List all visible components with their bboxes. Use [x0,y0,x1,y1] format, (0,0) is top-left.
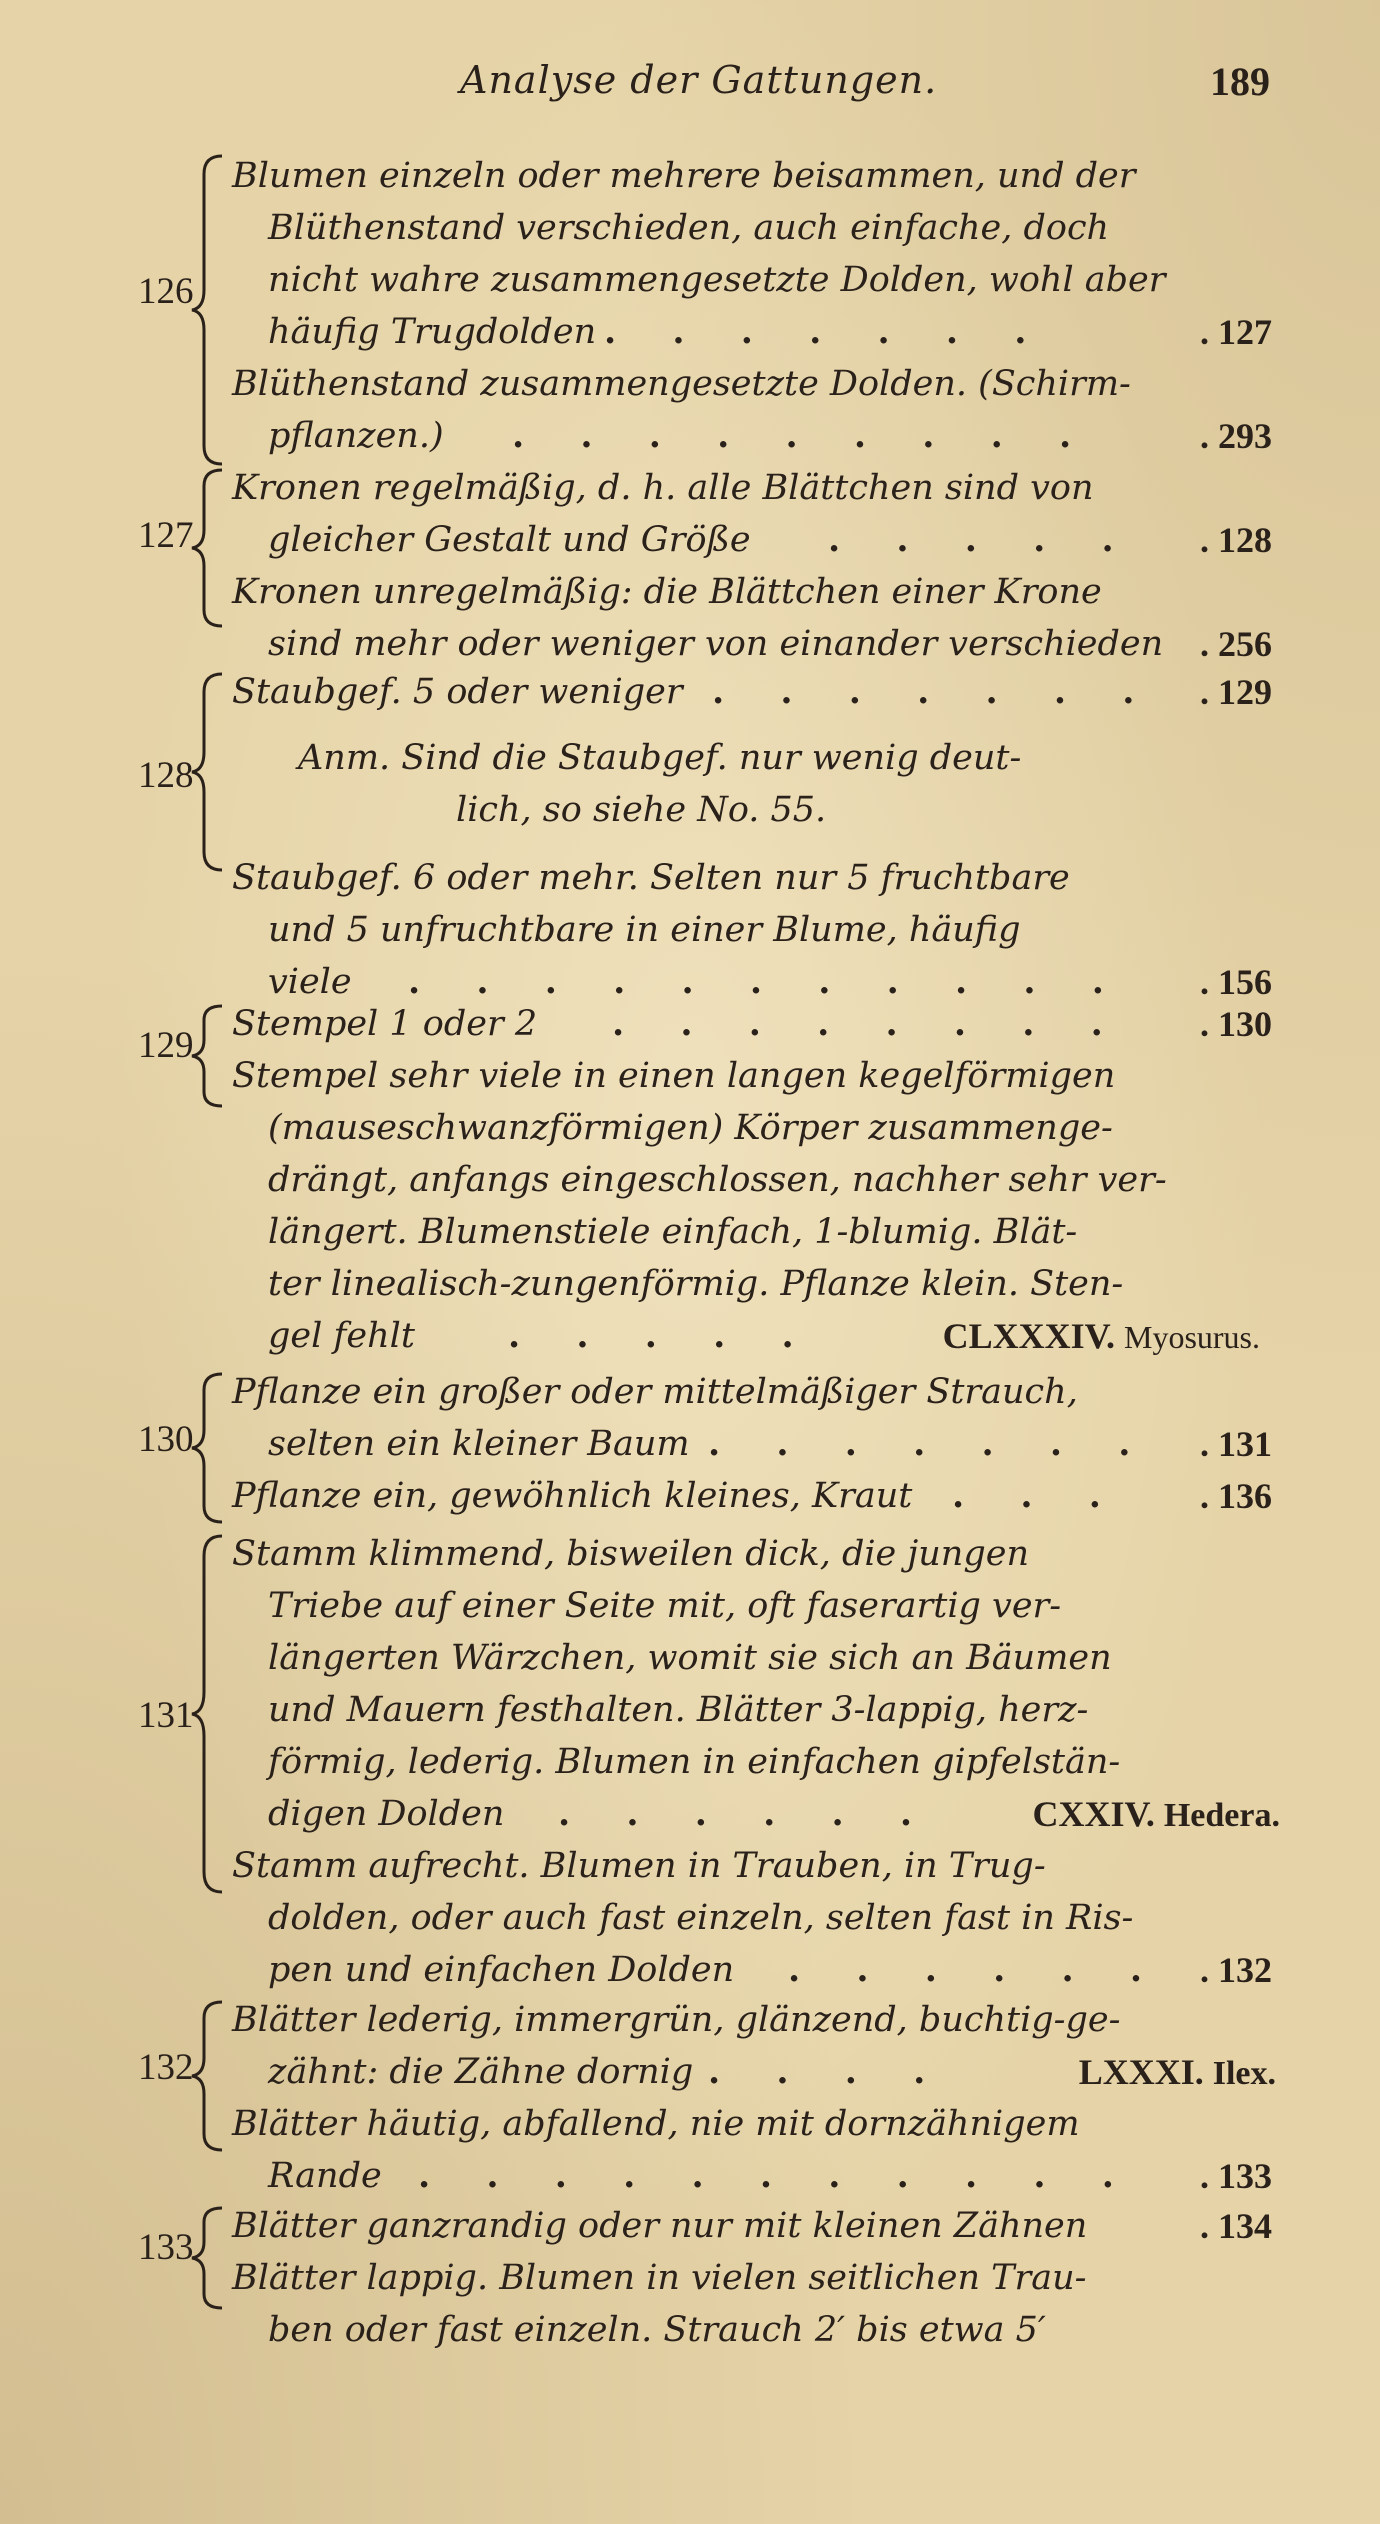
genus-reference: CXXIV. Hedera. [1032,1794,1280,1834]
entry-line: Blätter lappig. Blumen in vielen seitlichen Trau- [232,2258,1087,2298]
leader-dots: . . . . [708,2051,948,2092]
entry-line: Blüthenstand zusammengesetzte Dolden. (Schirm- [232,364,1131,404]
entry-line: Kronen unregelmäßig: die Blättchen einer Krone [232,572,1102,612]
leader-dots: . . . . . . [788,1949,1165,1990]
leader-dots: . . . . . . . . . [512,415,1094,456]
entry-line: Pflanze ein, gewöhnlich kleines, Kraut . . . . 136 [232,1470,1272,1522]
brace-icon [190,1534,230,1894]
brace-icon [190,2000,230,2152]
entry-number: 128 [138,755,194,796]
entry-line: Stamm klimmend, bisweilen dick, die jungen [232,1534,1029,1574]
leader-dots: . . . [952,1475,1123,1516]
reference-number: . 129 [1200,672,1272,712]
reference-number: . 133 [1200,2156,1272,2196]
entry-line: Blumen einzeln oder mehrere beisammen, und der [232,156,1136,196]
key-entry-133 [0,2200,1380,2360]
entry-line: Stempel 1 oder 2 . . . . . . . . . 130 [232,998,1272,1050]
page-number: 189 [1210,59,1270,104]
entry-line: Staubgef. 6 oder mehr. Selten nur 5 fruchtbare [232,858,1070,898]
entry-line: digen Dolden . . . . . . CXXIV. Hedera. [268,1788,1272,1840]
key-entry-132 [0,1994,1380,2208]
entry-line: längert. Blumenstiele einfach, 1-blumig. Blät- [268,1212,1078,1252]
entry-line: Blätter ganzrandig oder nur mit kleinen Zähnen . 134 [232,2200,1272,2252]
entry-line: förmig, lederig. Blumen in einfachen gipfelstän- [268,1742,1121,1782]
reference-number: . 132 [1200,1950,1272,1990]
running-head-title: Analyse der Gattungen. [460,58,938,102]
leader-dots: . . . . . . . [708,1423,1153,1464]
key-entry-130 [0,1366,1380,1526]
entry-line: drängt, anfangs eingeschlossen, nachher sehr ver- [268,1160,1167,1200]
entry-line: Triebe auf einer Seite mit, oft faserartig ver- [268,1586,1062,1626]
entry-number: 130 [138,1419,194,1460]
leader-dots: . . . . . [508,1315,816,1356]
key-entry-126 [0,150,1380,470]
genus-name: Hedera. [1163,1797,1280,1834]
entry-line: dolden, oder auch fast einzeln, selten fast in Ris- [268,1898,1134,1938]
reference-number: . 293 [1200,416,1272,456]
entry-line: gel fehlt . . . . . CLXXXIV. Myosurus. [268,1310,1272,1362]
entry-line: Stempel sehr viele in einen langen kegelförmigen [232,1056,1116,1096]
brace-icon [190,2206,230,2310]
annotation-line: Anm. Sind die Staubgef. nur wenig deut- [298,738,1022,778]
genus-name: Myosurus. [1123,1319,1260,1355]
entry-line: selten ein kleiner Baum . . . . . . . . 131 [268,1418,1272,1470]
entry-number: 126 [138,271,194,312]
entry-number: 127 [138,515,194,556]
reference-number: . 256 [1200,624,1272,664]
entry-line: viele . . . . . . . . . . . . 156 [268,956,1272,1008]
brace-icon [190,1372,230,1524]
entry-line: Kronen regelmäßig, d. h. alle Blättchen sind von [232,468,1094,508]
brace-icon [190,672,230,872]
entry-number: 132 [138,2047,194,2088]
entry-number: 131 [138,1695,194,1736]
entry-line: Rande . . . . . . . . . . . . 133 [268,2150,1272,2202]
reference-number: . 128 [1200,520,1272,560]
leader-dots: . . . . . . [558,1793,935,1834]
entry-line: Stamm aufrecht. Blumen in Trauben, in Trug- [232,1846,1046,1886]
entry-line: pflanzen.) . . . . . . . . . . 293 [268,410,1272,462]
leader-dots: . . . . . . . [712,671,1157,712]
genus-reference: LXXXI. Ilex. [1078,2052,1276,2092]
brace-icon [190,468,230,628]
leader-dots: . . . . . . . . [612,1003,1125,1044]
leader-dots: . . . . . [828,519,1136,560]
reference-number: . 134 [1200,2206,1272,2246]
entry-line: und 5 unfruchtbare in einer Blume, häufig [268,910,1021,950]
entry-line: Blätter häutig, abfallend, nie mit dornzähnigem [232,2104,1080,2144]
entry-line: und Mauern festhalten. Blätter 3-lappig, herz- [268,1690,1089,1730]
reference-number: . 136 [1200,1476,1272,1516]
entry-line: pen und einfachen Dolden . . . . . . . 132 [268,1944,1272,1996]
genus-name: Ilex. [1212,2055,1276,2092]
reference-number: . 130 [1200,1004,1272,1044]
reference-number: . 131 [1200,1424,1272,1464]
entry-line: längerten Wärzchen, womit sie sich an Bäumen [268,1638,1112,1678]
key-entry-129 [0,998,1380,1356]
reference-number: . 156 [1200,962,1272,1002]
entry-line: (mauseschwanzförmigen) Körper zusammenge- [268,1108,1113,1148]
leader-dots: . . . . . . . [604,311,1049,352]
entry-line: gleicher Gestalt und Größe . . . . . . 128 [268,514,1272,566]
entry-line: ben oder fast einzeln. Strauch 2′ bis etwa 5′ [268,2310,1046,2350]
key-entry-128 [0,666,1380,1002]
genus-reference: CLXXXIV. Myosurus. [942,1316,1260,1356]
entry-number: 133 [138,2227,194,2268]
leader-dots: . . . . . . . . . . . [408,961,1126,1002]
entry-line: Staubgef. 5 oder weniger . . . . . . . . 129 [232,666,1272,718]
entry-line: Blüthenstand verschieden, auch einfache, doch [268,208,1110,248]
running-head [0,58,1380,108]
entry-line: Pflanze ein großer oder mittelmäßiger Strauch, [232,1372,1078,1412]
brace-icon [190,1004,230,1108]
entry-line: sind mehr oder weniger von einander verschieden . 256 [268,618,1272,670]
entry-line: zähnt: die Zähne dornig . . . . LXXXI. Ilex. [268,2046,1272,2098]
reference-number: . 127 [1200,312,1272,352]
key-entry-131 [0,1528,1380,1998]
entry-line: ter linealisch-zungenförmig. Pflanze klein. Sten- [268,1264,1124,1304]
entry-line: Blätter lederig, immergrün, glänzend, buchtig-ge- [232,2000,1121,2040]
annotation-line: lich, so siehe No. 55. [456,790,827,830]
entry-line: nicht wahre zusammengesetzte Dolden, wohl aber [268,260,1166,300]
entry-line: häufig Trugdolden . . . . . . . . 127 [268,306,1272,358]
leader-dots: . . . . . . . . . . . [418,2155,1136,2196]
brace-icon [190,154,230,466]
entry-number: 129 [138,1025,194,1066]
key-entry-127 [0,462,1380,672]
